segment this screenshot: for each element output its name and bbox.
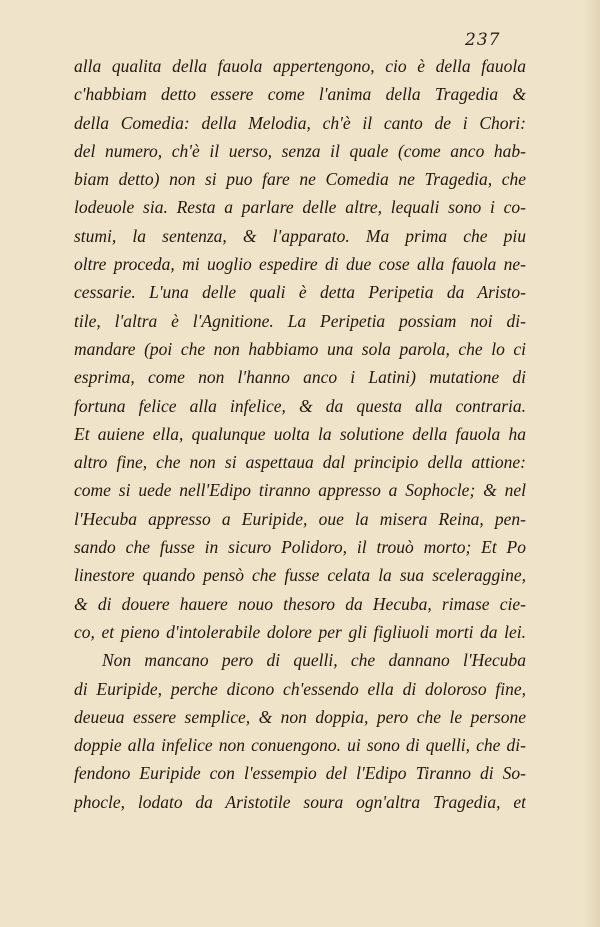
- page-number: 237: [465, 30, 501, 50]
- text-line: phocle, lodato da Aristotile soura ogn'altra Tragedia, et: [74, 791, 526, 812]
- text-line: & di douere hauere nouo thesoro da Hecuba, rimase cie-: [74, 593, 526, 614]
- text-line: doppie alla infelice non conuengono. ui sono di quelli, che di-: [74, 735, 526, 756]
- text-line: della Comedia: della Melodia, ch'è il canto de i Chori:: [74, 112, 526, 133]
- text-line: lodeuole sia. Resta a parlare delle altre, lequali sono i co-: [74, 197, 526, 218]
- text-line: oltre proceda, mi uoglio espedire di due cose alla fauola ne-: [74, 254, 526, 275]
- text-line: biam detto) non si puo fare ne Comedia ne Tragedia, che: [74, 169, 526, 190]
- text-line: come si uede nell'Edipo tiranno appresso a Sophocle; & nel: [74, 480, 526, 501]
- text-line: Et auiene ella, qualunque uolta la solutione della fauola ha: [74, 423, 526, 444]
- text-line: del numero, ch'è il uerso, senza il quale (come anco hab-: [74, 140, 526, 161]
- text-line: mandare (poi che non habbiamo una sola parola, che lo ci: [74, 338, 526, 359]
- text-line-paragraph-start: Non mancano pero di quelli, che dannano l'Hecuba: [102, 650, 526, 671]
- text-line: deueua essere semplice, & non doppia, pero che le persone: [74, 706, 526, 727]
- text-line: fortuna felice alla infelice, & da questa alla contraria.: [74, 395, 526, 416]
- text-line: linestore quando pensò che fusse celata la sua sceleraggine,: [74, 565, 526, 586]
- text-line: stumi, la sentenza, & l'apparato. Ma prima che piu: [74, 225, 526, 246]
- body-text: [74, 52, 526, 816]
- text-line: tile, l'altra è l'Agnitione. La Peripetia possiam noi di-: [74, 310, 526, 331]
- text-line: fendono Euripide con l'essempio del l'Edipo Tiranno di So-: [74, 763, 526, 784]
- text-line: l'Hecuba appresso a Euripide, oue la misera Reina, pen-: [74, 508, 526, 529]
- text-line: sando che fusse in sicuro Polidoro, il trouò morto; Et Po: [74, 537, 526, 558]
- text-line: esprima, come non l'hanno anco i Latini) mutatione di: [74, 367, 526, 388]
- text-line: di Euripide, perche dicono ch'essendo ella di doloroso fine,: [74, 678, 526, 699]
- text-line: c'habbiam detto essere come l'anima della Tragedia &: [74, 84, 526, 105]
- text-line: co, et pieno d'intolerabile dolore per gli figliuoli morti da lei.: [74, 621, 526, 642]
- text-line: alla qualita della fauola appertengono, cio è della fauola: [74, 56, 526, 76]
- text-line: cessarie. L'una delle quali è detta Peripetia da Aristo-: [74, 282, 526, 303]
- text-line: altro fine, che non si aspettaua dal principio della attione:: [74, 452, 526, 473]
- page-edge-shadow: [582, 0, 600, 927]
